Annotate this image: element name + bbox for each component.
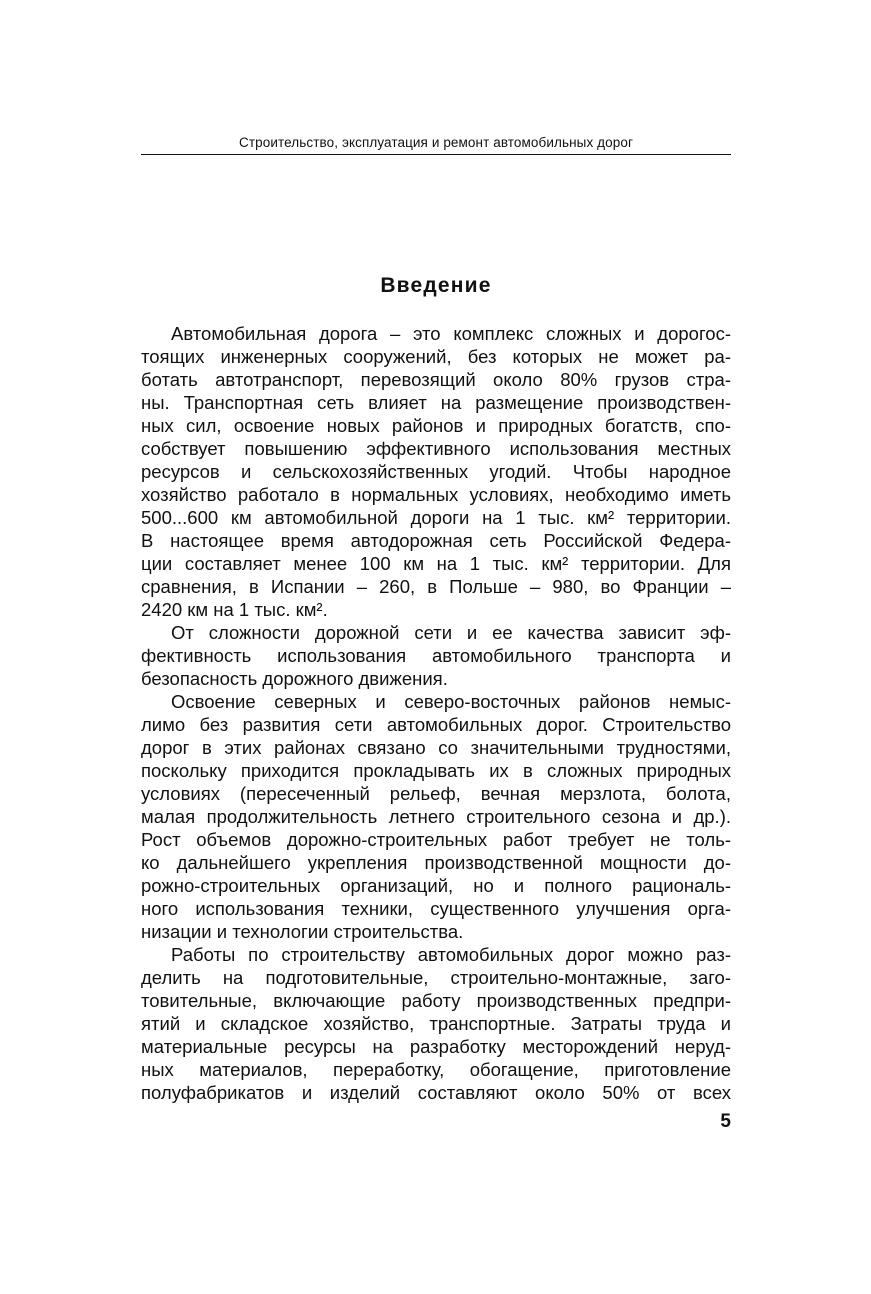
- text-line: В настоящее время автодорожная сеть Российской Федера-: [141, 530, 731, 551]
- text-line: товительные, включающие работу производственных предпри-: [141, 990, 731, 1011]
- text-line: ных сил, освоение новых районов и природных богатств, спо-: [141, 415, 731, 436]
- text-line: тоящих инженерных сооружений, без которых не может ра-: [141, 346, 731, 367]
- text-line: материальные ресурсы на разработку месторождений неруд-: [141, 1036, 731, 1057]
- text-line: Освоение северных и северо-восточных районов немыс-: [171, 691, 731, 712]
- text-line: рожно-строительных организаций, но и полного рациональ-: [141, 875, 731, 896]
- text-line: сравнения, в Испании – 260, в Польше – 980, во Франции –: [141, 576, 731, 597]
- text-line: Рост объемов дорожно-строительных работ требует не толь-: [141, 829, 731, 850]
- text-line: ресурсов и сельскохозяйственных угодий. Чтобы народное: [141, 461, 731, 482]
- text-line: От сложности дорожной сети и ее качества зависит эф-: [171, 622, 731, 643]
- text-line: ятий и складское хозяйство, транспортные. Затраты труда и: [141, 1013, 731, 1034]
- paragraph-3: [141, 690, 731, 943]
- paragraph-1: [141, 322, 731, 621]
- text-line: 500...600 км автомобильной дороги на 1 тыс. км² территории.: [141, 507, 731, 528]
- text-line: 2420 км на 1 тыс. км².: [141, 599, 328, 620]
- header-divider: [141, 154, 731, 155]
- text-line: малая продолжительность летнего строительного сезона и др.).: [141, 806, 731, 827]
- text-line: поскольку приходится прокладывать их в сложных природных: [141, 760, 731, 781]
- page-number: 5: [720, 1111, 731, 1132]
- paragraph-2: [141, 621, 731, 690]
- paragraph-4: [141, 943, 731, 1104]
- text-line: ных материалов, переработку, обогащение, приготовление: [141, 1059, 731, 1080]
- text-line: собствует повышению эффективного использования местных: [141, 438, 731, 459]
- text-line: ции составляет менее 100 км на 1 тыс. км² территории. Для: [141, 553, 731, 574]
- text-line: Работы по строительству автомобильных дорог можно раз-: [171, 944, 731, 965]
- text-line: фективность использования автомобильного транспорта и: [141, 645, 731, 666]
- text-line: дорог в этих районах связано со значительными трудностями,: [141, 737, 731, 758]
- text-line: ны. Транспортная сеть влияет на размещение производствен-: [141, 392, 731, 413]
- text-line: безопасность дорожного движения.: [141, 668, 448, 689]
- text-line: Автомобильная дорога – это комплекс сложных и дорогос-: [171, 323, 731, 344]
- text-line: лимо без развития сети автомобильных дорог. Строительство: [141, 714, 731, 735]
- text-line: условиях (пересеченный рельеф, вечная мерзлота, болота,: [141, 783, 731, 804]
- text-line: хозяйство работало в нормальных условиях, необходимо иметь: [141, 484, 731, 505]
- text-line: ботать автотранспорт, перевозящий около 80% грузов стра-: [141, 369, 731, 390]
- text-line: делить на подготовительные, строительно-монтажные, заго-: [141, 967, 731, 988]
- text-line: полуфабрикатов и изделий составляют около 50% от всех: [141, 1082, 731, 1103]
- text-line: ного использования техники, существенного улучшения орга-: [141, 898, 731, 919]
- text-line: низации и технологии строительства.: [141, 921, 464, 942]
- text-line: ко дальнейшего укрепления производственной мощности до-: [141, 852, 731, 873]
- body-text: [141, 322, 731, 1104]
- running-header: Строительство, эксплуатация и ремонт автомобильных дорог: [239, 135, 633, 150]
- chapter-title: Введение: [380, 274, 492, 297]
